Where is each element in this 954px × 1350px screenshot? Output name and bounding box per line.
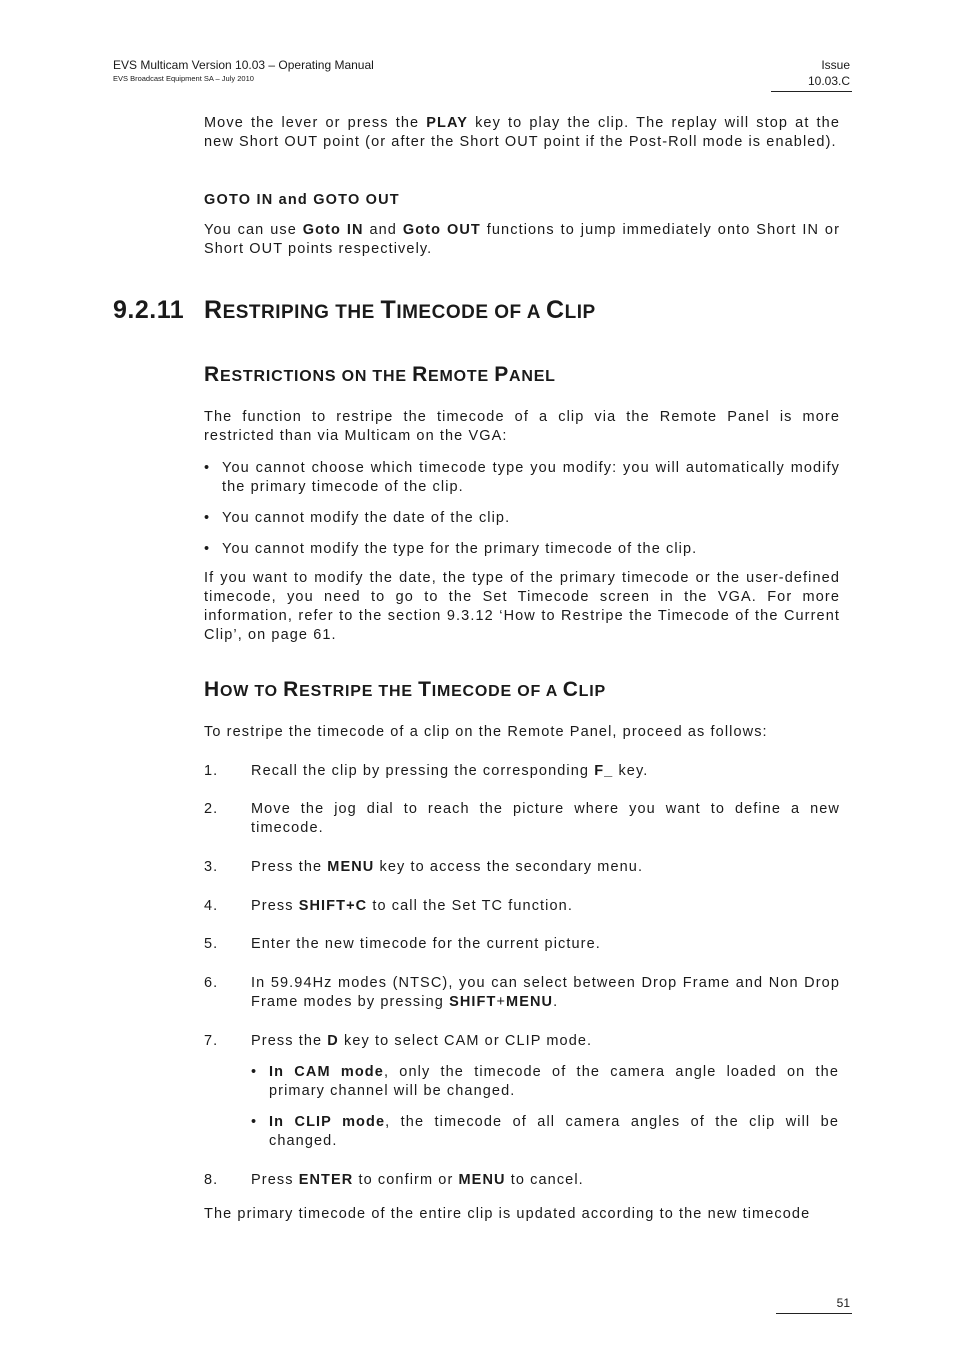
text-run: key to select CAM or CLIP mode. bbox=[338, 1033, 593, 1049]
step-item bbox=[204, 858, 840, 877]
section-number: 9.2.11 bbox=[113, 296, 185, 324]
text-run: . bbox=[553, 994, 559, 1010]
step-text bbox=[251, 974, 840, 1012]
mode-label: In CAM mode bbox=[269, 1064, 384, 1080]
text-run: to cancel. bbox=[505, 1172, 584, 1188]
title-cap: C bbox=[546, 296, 565, 324]
title-cap: R bbox=[283, 678, 300, 701]
text-run: Press bbox=[251, 898, 299, 914]
text-run: Press the bbox=[251, 859, 328, 875]
text-run: key to access the secondary menu. bbox=[374, 859, 644, 875]
step-item bbox=[204, 1171, 840, 1190]
bullet-dot: • bbox=[251, 1114, 257, 1130]
step-text bbox=[251, 897, 840, 916]
step-number: 6. bbox=[204, 975, 219, 991]
list-item bbox=[204, 509, 840, 528]
step-item bbox=[204, 897, 840, 916]
step-item bbox=[204, 800, 840, 838]
bullet-dot: • bbox=[251, 1064, 257, 1080]
step-text bbox=[251, 762, 840, 781]
step-text: Enter the new timecode for the current picture. bbox=[251, 936, 601, 952]
title-small: LIP bbox=[564, 302, 596, 323]
goto-out-label: Goto OUT bbox=[402, 222, 481, 238]
key-label: SHIFT bbox=[449, 994, 497, 1010]
title-small: EMOTE bbox=[428, 368, 495, 385]
step-number: 3. bbox=[204, 859, 219, 875]
list-item bbox=[204, 540, 840, 559]
step-text bbox=[251, 858, 840, 877]
goto-paragraph bbox=[204, 221, 840, 259]
title-small: IMECODE OF A bbox=[396, 302, 547, 323]
step-item bbox=[204, 935, 840, 954]
title-cap: R bbox=[204, 296, 223, 324]
list-item-text: You cannot modify the date of the clip. bbox=[222, 510, 511, 526]
list-item-text bbox=[269, 1113, 839, 1151]
bullet-dot: • bbox=[204, 541, 210, 557]
list-item bbox=[204, 459, 840, 497]
title-small: ESTRIPING THE bbox=[222, 302, 381, 323]
document-header bbox=[113, 58, 374, 84]
list-item bbox=[251, 1063, 839, 1101]
step-text bbox=[251, 1171, 840, 1190]
step-item bbox=[204, 974, 840, 1012]
key-label: SHIFT+C bbox=[298, 898, 368, 914]
title-small: LIP bbox=[578, 683, 606, 700]
step-item bbox=[204, 1032, 840, 1051]
list-item-text bbox=[269, 1063, 839, 1101]
step-number: 7. bbox=[204, 1033, 219, 1049]
title-cap: C bbox=[562, 678, 579, 701]
step-item bbox=[204, 762, 840, 781]
title-cap: H bbox=[204, 678, 220, 701]
howto-heading bbox=[204, 678, 606, 702]
list-item bbox=[251, 1113, 839, 1151]
step-number: 2. bbox=[204, 801, 219, 817]
title-small: ANEL bbox=[509, 368, 556, 385]
bullet-dot: • bbox=[204, 510, 210, 526]
text-run: functions to jump immediately onto Short IN or Short OUT points respectively. bbox=[204, 222, 841, 257]
restrictions-intro: The function to restripe the timecode of a clip via the Remote Panel is more restricted than via Multicam on the VGA: bbox=[204, 409, 840, 444]
step-number: 4. bbox=[204, 898, 219, 914]
page-number: 51 bbox=[836, 1296, 850, 1310]
text-run: In 59.94Hz modes (NTSC), you can select between Drop Frame and Non Drop Frame modes by pressing bbox=[251, 975, 840, 1010]
step-text: Move the jog dial to reach the picture where you want to define a new timecode. bbox=[251, 801, 840, 836]
text-run: , the timecode of all camera angles of the clip will be changed. bbox=[269, 1114, 839, 1149]
step-number: 8. bbox=[204, 1172, 219, 1188]
text-run: , only the timecode of the camera angle loaded on the primary channel will be changed. bbox=[269, 1064, 839, 1099]
title-small: IMECODE OF A bbox=[431, 683, 563, 700]
text-run: to confirm or bbox=[353, 1172, 459, 1188]
text-run: Press bbox=[251, 1172, 299, 1188]
text-run: + bbox=[496, 994, 507, 1010]
title-cap: R bbox=[204, 363, 220, 386]
text-run: and bbox=[363, 222, 403, 238]
howto-outro: The primary timecode of the entire clip is updated according to the new timecode bbox=[204, 1206, 811, 1222]
title-small: ESTRICTIONS ON THE bbox=[219, 368, 413, 385]
header-rule bbox=[771, 91, 852, 92]
restrictions-outro: If you want to modify the date, the type of the primary timecode or the user-defined timecode, you need to go to the Set Timecode screen in the VGA. For more information, refer to the section 9.3.12 ‘How to Restripe the Timecode of the Current Clip’, on page 61. bbox=[204, 570, 840, 643]
howto-intro: To restripe the timecode of a clip on the Remote Panel, proceed as follows: bbox=[204, 724, 768, 740]
intro-paragraph bbox=[204, 114, 840, 152]
text-run: key. bbox=[613, 763, 649, 779]
title-cap: P bbox=[494, 363, 509, 386]
text-run: Move the lever or press the bbox=[204, 115, 427, 131]
text-run: key to play the clip. The replay will stop at the new Short OUT point (or after the Short OUT point if the Post-Roll mode is enabled). bbox=[204, 115, 840, 150]
step-number: 1. bbox=[204, 763, 219, 779]
section-title bbox=[204, 296, 596, 324]
title-small: ESTRIPE THE bbox=[299, 683, 419, 700]
goto-heading: GOTO IN and GOTO OUT bbox=[204, 192, 400, 208]
text-run: Press the bbox=[251, 1033, 328, 1049]
title-cap: T bbox=[380, 296, 397, 324]
title-cap: T bbox=[418, 678, 432, 701]
section-heading bbox=[113, 296, 596, 325]
step-text bbox=[251, 1032, 840, 1051]
goto-in-label: Goto IN bbox=[302, 222, 364, 238]
key-label: D bbox=[327, 1033, 339, 1049]
key-label: MENU bbox=[327, 859, 375, 875]
issue-label: Issue bbox=[821, 58, 850, 72]
title-small: OW TO bbox=[219, 683, 284, 700]
manual-title: EVS Multicam Version 10.03 – Operating Manual bbox=[113, 58, 374, 72]
play-key-label: PLAY bbox=[426, 115, 468, 131]
list-item-text: You cannot choose which timecode type you modify: you will automatically modify the primary timecode of the clip. bbox=[222, 460, 840, 495]
mode-label: In CLIP mode bbox=[269, 1114, 386, 1130]
footer-rule bbox=[776, 1313, 852, 1314]
text-run: Recall the clip by pressing the corresponding bbox=[251, 763, 595, 779]
text-run: You can use bbox=[204, 222, 303, 238]
step-number: 5. bbox=[204, 936, 219, 952]
text-run: to call the Set TC function. bbox=[367, 898, 573, 914]
publisher-line: EVS Broadcast Equipment SA – July 2010 bbox=[113, 74, 254, 83]
issue-version: 10.03.C bbox=[807, 74, 850, 88]
title-cap: R bbox=[412, 363, 429, 386]
issue-block bbox=[760, 58, 850, 89]
key-label: MENU bbox=[458, 1172, 506, 1188]
key-label: F_ bbox=[594, 763, 614, 779]
key-label: ENTER bbox=[298, 1172, 354, 1188]
key-label: MENU bbox=[506, 994, 554, 1010]
bullet-dot: • bbox=[204, 460, 210, 476]
restrictions-heading bbox=[204, 363, 556, 387]
list-item-text: You cannot modify the type for the primary timecode of the clip. bbox=[222, 541, 698, 557]
